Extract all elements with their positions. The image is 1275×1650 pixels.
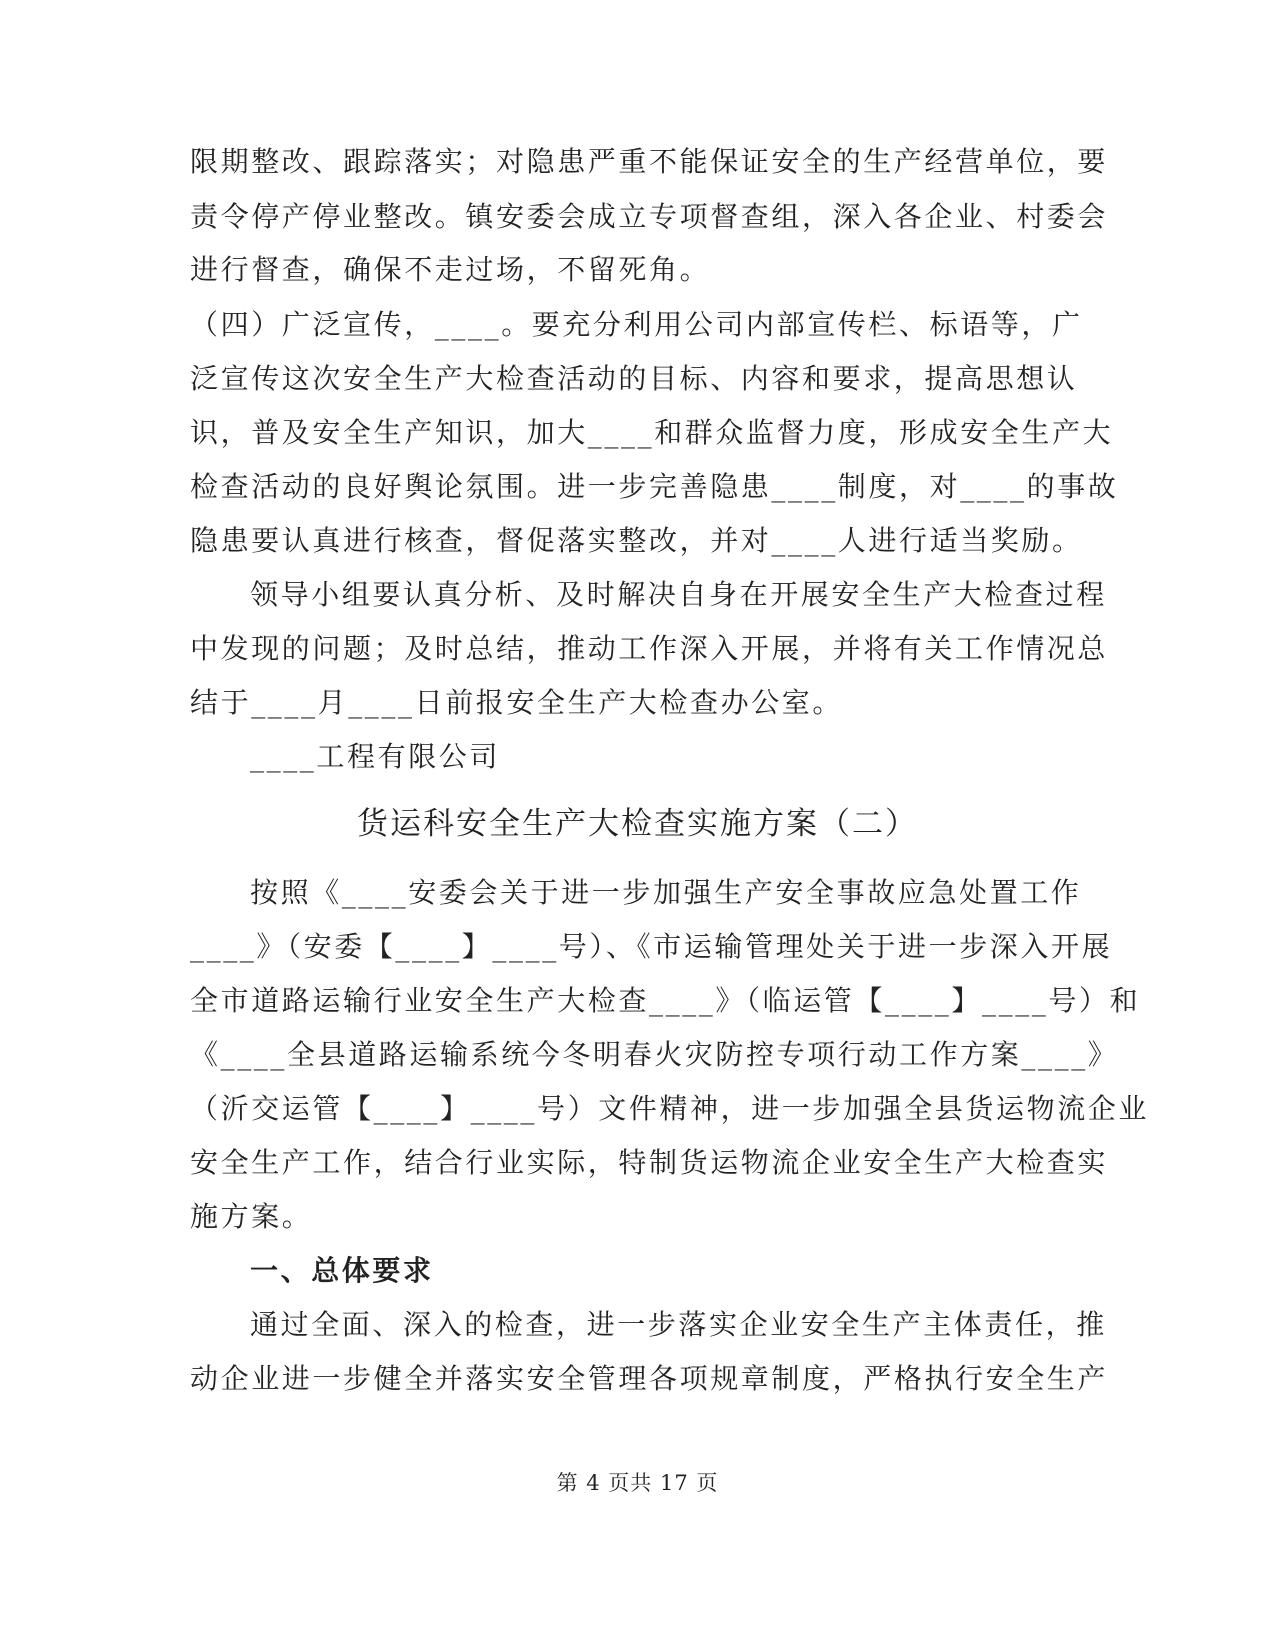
page-number-footer: 第 4 页共 17 页: [556, 1471, 719, 1495]
paragraph-line: 安全生产工作，结合行业实际，特制货运物流企业安全生产大检查实: [190, 1146, 1109, 1179]
document-title: 货运科安全生产大检查实施方案（二）: [357, 806, 918, 842]
paragraph-line: 施方案。: [190, 1200, 313, 1233]
paragraph-line: 责令停产停业整改。镇安委会成立专项督查组，深入各企业、村委会: [190, 200, 1109, 233]
paragraph-line: （四）广泛宣传，____。要充分利用公司内部宣传栏、标语等，广: [190, 308, 1083, 341]
paragraph-line: 中发现的问题；及时总结，推动工作深入开展，并将有关工作情况总: [190, 632, 1109, 665]
paragraph-line: 通过全面、深入的检查，进一步落实企业安全生产主体责任，推: [250, 1308, 1107, 1341]
paragraph-line: 《____全县道路运输系统今冬明春火灾防控专项行动工作方案____》: [190, 1038, 1119, 1071]
paragraph-line: （沂交运管【____】____号）文件精神，进一步加强全县货运物流企业: [190, 1092, 1150, 1125]
paragraph-line: 限期整改、跟踪落实；对隐患严重不能保证安全的生产经营单位，要: [190, 145, 1109, 178]
section-heading: 一、总体要求: [250, 1254, 434, 1287]
paragraph-line: 识，普及安全生产知识，加大____和群众监督力度，形成安全生产大: [190, 416, 1114, 449]
paragraph-line: 领导小组要认真分析、及时解决自身在开展安全生产大检查过程: [250, 578, 1107, 611]
paragraph-line: 检查活动的良好舆论氛围。进一步完善隐患____制度，对____的事故: [190, 470, 1119, 503]
paragraph-line: 泛宣传这次安全生产大检查活动的目标、内容和要求，提高思想认: [190, 362, 1078, 395]
paragraph-line: 结于____月____日前报安全生产大检查办公室。: [190, 686, 844, 719]
paragraph-line: 进行督查，确保不走过场，不留死角。: [190, 253, 711, 286]
paragraph-line: ____》（安委【____】____号）、《市运输管理处关于进一步深入开展: [190, 930, 1113, 963]
paragraph-line: 全市道路运输行业安全生产大检查____》（临运管【____】____号）和: [190, 984, 1141, 1017]
paragraph-line: 动企业进一步健全并落实安全管理各项规章制度，严格执行安全生产: [190, 1362, 1109, 1395]
paragraph-line: 隐患要认真进行核查，督促落实整改，并对____人进行适当奖励。: [190, 524, 1083, 557]
paragraph-line: 按照《____安委会关于进一步加强生产安全事故应急处置工作: [250, 876, 1082, 909]
company-signature: ____工程有限公司: [250, 740, 501, 773]
